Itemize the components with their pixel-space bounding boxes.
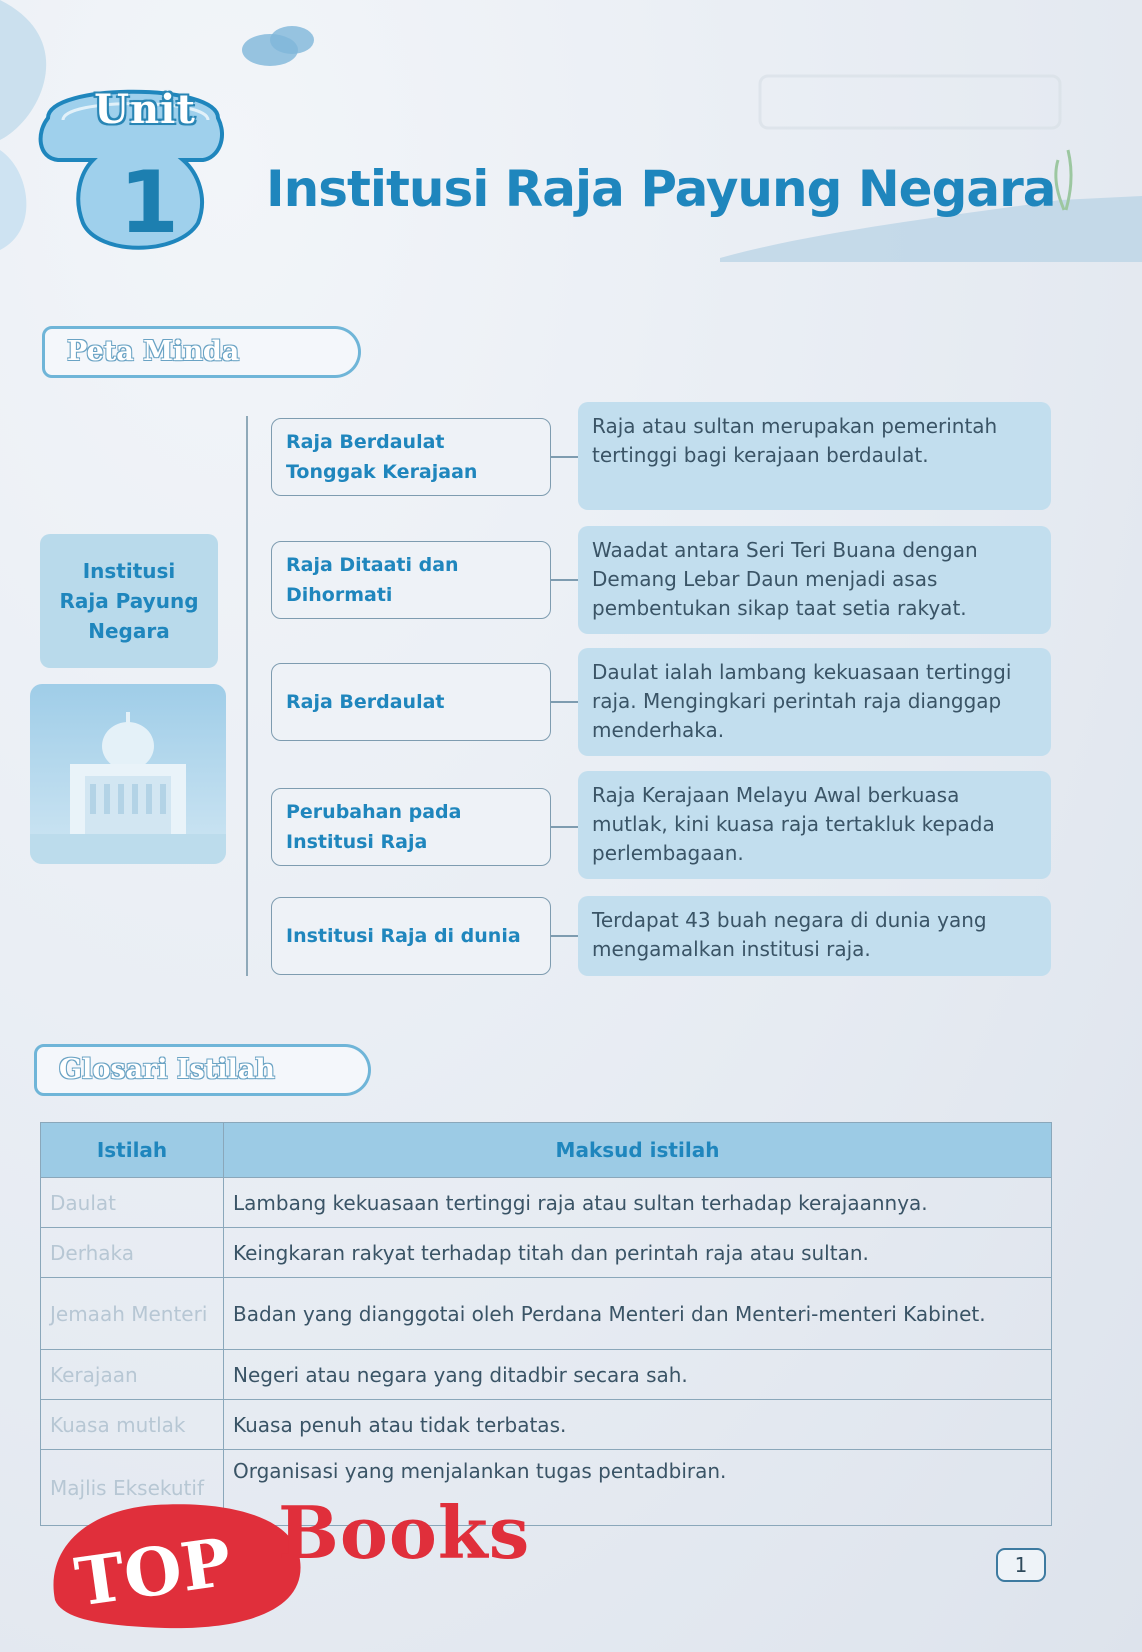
meaning-cell: Lambang kekuasaan tertinggi raja atau sultan terhadap kerajaannya. <box>224 1178 1052 1228</box>
term-cell: Majlis Eksekutif <box>41 1450 224 1526</box>
page-title: Institusi Raja Payung Negara <box>266 160 1056 218</box>
term-cell: Kerajaan <box>41 1350 224 1400</box>
branch-description: Waadat antara Seri Teri Buana dengan Demang Lebar Daun menjadi asas pembentukan sikap taat setia rakyat. <box>578 526 1051 634</box>
mind-map-root-label: Institusi Raja Payung Negara <box>59 559 199 643</box>
branch-description: Raja atau sultan merupakan pemerintah tertinggi bagi kerajaan berdaulat. <box>578 402 1051 510</box>
branch-description: Terdapat 43 buah negara di dunia yang mengamalkan institusi raja. <box>578 896 1051 976</box>
watermark-books-text: Books <box>278 1490 531 1575</box>
term-cell: Jemaah Menteri <box>41 1278 224 1350</box>
table-header-row <box>41 1123 1052 1178</box>
meaning-cell: Kuasa penuh atau tidak terbatas. <box>224 1400 1052 1450</box>
branch-description: Raja Kerajaan Melayu Awal berkuasa mutlak, kini kuasa raja tertakluk kepada perlembagaan. <box>578 771 1051 879</box>
term-cell: Daulat <box>41 1178 224 1228</box>
section-label-text: Peta Minda <box>67 336 240 367</box>
meaning-cell: Negeri atau negara yang ditadbir secara sah. <box>224 1350 1052 1400</box>
branch-label: Raja Berdaulat <box>286 691 445 713</box>
term-cell: Kuasa mutlak <box>41 1400 224 1450</box>
svg-text:TOP: TOP <box>70 1522 236 1622</box>
table-row <box>41 1350 1052 1400</box>
branch-connector <box>551 935 581 937</box>
branch-label: Raja Berdaulat Tonggak Kerajaan <box>286 431 478 483</box>
unit-label: Unit <box>94 86 196 133</box>
meaning-cell: Badan yang dianggotai oleh Perdana Menteri dan Menteri-menteri Kabinet. <box>224 1278 1052 1350</box>
mind-map-trunk-line <box>246 416 248 976</box>
section-label-glossary <box>34 1044 352 1096</box>
mind-map-branch <box>271 897 551 975</box>
palace-photo <box>30 684 226 864</box>
mind-map-root <box>40 534 218 668</box>
branch-connector <box>551 579 581 581</box>
branch-label: Institusi Raja di dunia <box>286 925 521 947</box>
table-row <box>41 1400 1052 1450</box>
branch-label: Raja Ditaati dan Dihormati <box>286 554 459 606</box>
table-row <box>41 1278 1052 1350</box>
term-cell: Derhaka <box>41 1228 224 1278</box>
column-header-term: Istilah <box>41 1123 224 1178</box>
glossary-table <box>40 1122 1052 1526</box>
mind-map-branch <box>271 788 551 866</box>
branch-connector <box>551 701 581 703</box>
table-row <box>41 1178 1052 1228</box>
mind-map-branch <box>271 541 551 619</box>
branch-connector <box>551 826 581 828</box>
meaning-cell: Organisasi yang menjalankan tugas pentadbiran. <box>224 1450 1052 1526</box>
unit-number: 1 <box>119 153 179 253</box>
page-number: 1 <box>996 1548 1046 1582</box>
section-label-text: Glosari Istilah <box>59 1054 275 1085</box>
mind-map-branch <box>271 418 551 496</box>
branch-label: Perubahan pada Institusi Raja <box>286 801 462 853</box>
table-row <box>41 1228 1052 1278</box>
section-label-mind-map <box>42 326 342 378</box>
branch-connector <box>551 456 581 458</box>
mind-map-branch <box>271 663 551 741</box>
meaning-cell: Keingkaran rakyat terhadap titah dan perintah raja atau sultan. <box>224 1228 1052 1278</box>
branch-description: Daulat ialah lambang kekuasaan tertinggi raja. Mengingkari perintah raja dianggap menderhaka. <box>578 648 1051 756</box>
column-header-meaning: Maksud istilah <box>224 1123 1052 1178</box>
